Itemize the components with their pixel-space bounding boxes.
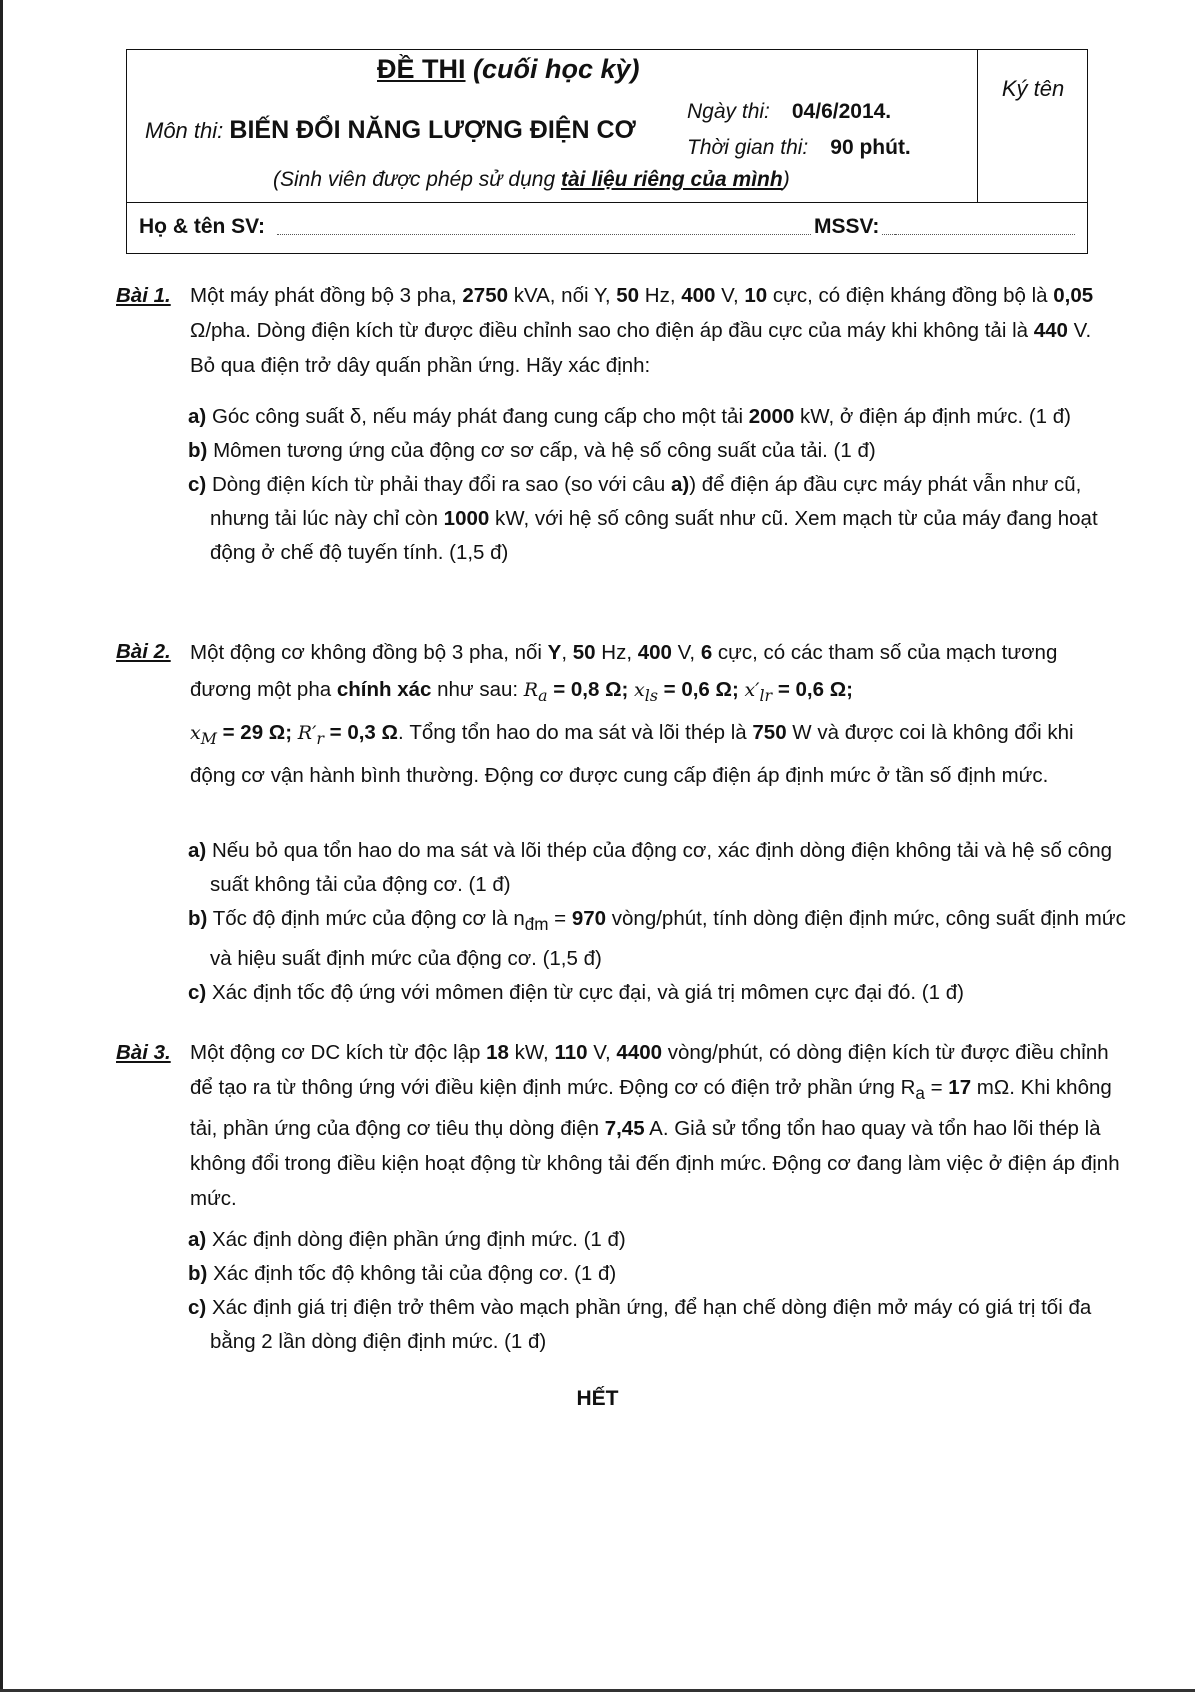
problem-1-question-b: b) Mômen tương ứng của động cơ sơ cấp, và hệ số công suất của tải. (1 đ) (188, 439, 876, 462)
exam-duration (687, 136, 911, 160)
signature-label: Ký tên (1001, 76, 1065, 101)
duration-value: 90 phút. (830, 136, 911, 159)
param-xls: $x_{ls}$ (634, 679, 658, 705)
param-ra: $R_a$ (523, 679, 548, 705)
problem-3-questions (188, 1223, 1128, 1359)
problem-2-question-a: a) Nếu bỏ qua tổn hao do ma sát và lõi thép của động cơ, xác định dòng điện không tải và hệ số công suất không tải của động cơ. (1 đ) (188, 839, 1113, 896)
subject-line (145, 116, 636, 145)
exam-title (377, 54, 640, 85)
problem-3-statement: Một động cơ DC kích từ độc lập 18 kW, 110 V, 4400 vòng/phút, có dòng điện kích từ được điều chỉnh để tạo ra từ thông ứng với điều kiện định mức. Động cơ có điện trở phần ứng $R_a = 17$ mΩ. Khi không tải, phần ứng của động cơ tiêu thụ dòng điện 7,45 A. Giả sử tổng tổn hao quay và tổn hao lõi thép là không đổi trong điều kiện hoạt động từ không tải đến định mức. Động cơ đang làm việc ở điện áp định mức. (190, 1041, 1120, 1211)
exam-header-info (127, 50, 977, 202)
exam-title-sub: (cuối học kỳ) (473, 54, 640, 84)
date-label: Ngày thi: (687, 100, 770, 123)
problem-1-label: Bài 1. (116, 284, 171, 307)
date-value: 04/6/2014. (791, 100, 892, 123)
subject-label: Môn thi: (145, 118, 224, 143)
problem-1-question-a: a) Góc công suất δ, nếu máy phát đang cung cấp cho một tải 2000 kW, ở điện áp định mức. (1 đ) (188, 405, 1072, 428)
signature-cell[interactable] (977, 50, 1088, 202)
problem-1-statement: Một máy phát đồng bộ 3 pha, 2750 kVA, nối Y, 50 Hz, 400 V, 10 cực, có điện kháng đồng bộ là 0,05 Ω/pha. Dòng điện kích từ được điều chỉnh sao cho điện áp đầu cực của máy khi không tải là 440 V. Bỏ qua điện trở dây quấn phần ứng. Hãy xác định: (190, 284, 1094, 377)
exam-header-box (126, 49, 1088, 254)
student-name-label: Họ & tên SV: (139, 215, 266, 238)
end-marker: HẾT (576, 1387, 619, 1410)
problem-2-questions (188, 834, 1128, 1010)
param-rr: $R'_r$ (297, 721, 324, 748)
exam-date (687, 100, 891, 124)
problem-3-question-c: c) Xác định giá trị điện trở thêm vào mạch phần ứng, để hạn chế dòng điện mở máy có giá trị tối đa bằng 2 lần dòng điện định mức. (1 đ) (188, 1296, 1092, 1353)
student-id-field[interactable] (895, 234, 1075, 235)
subject-value: BIẾN ĐỔI NĂNG LƯỢNG ĐIỆN CƠ (229, 116, 636, 144)
materials-note (273, 168, 790, 192)
problem-1-questions (188, 400, 1128, 570)
problem-3-label: Bài 3. (116, 1041, 171, 1064)
param-xlr: $x'_{lr}$ (744, 679, 773, 705)
problem-2-question-c: c) Xác định tốc độ ứng với mômen điện từ cực đại, và giá trị mômen cực đại đó. (1 đ) (188, 981, 964, 1005)
student-id-label: MSSV: (814, 215, 880, 238)
problem-2-label: Bài 2. (116, 640, 171, 663)
problem-2-question-b: b) Tốc độ định mức của động cơ là $n_{đm} = 970$ vòng/phút, tính dòng điện định mức, công suất định mức và hiệu suất định mức của động cơ. (1,5 đ) (188, 907, 1126, 971)
student-info-row (127, 203, 1087, 253)
problem-3-question-b: b) Xác định tốc độ không tải của động cơ. (1 đ) (188, 1262, 617, 1285)
problem-2-statement: Một động cơ không đồng bộ 3 pha, nối Y, 50 Hz, 400 V, 6 cực, có các tham số của mạch tương đương một pha chính xác như sau: $R_a = 0,8$ Ω; $x_{ls} = 0,6$ Ω; $x'_{lr} = 0,6$ Ω; $x_M = 29$ Ω; $R'_r = 0,3$ Ω. Tổng tổn hao do ma sát và lõi thép là 750 W và được coi là không đổi khi động cơ vận hành bình thường. Động cơ được cung cấp điện áp định mức ở tần số định mức. (190, 641, 1074, 787)
materials-note-emphasis: tài liệu riêng của mình (560, 168, 783, 191)
scan-left-edge (0, 0, 3, 1692)
materials-note-suffix: ) (782, 168, 790, 191)
exam-title-main: ĐỀ THI (377, 54, 466, 84)
duration-label: Thời gian thi: (687, 136, 809, 159)
materials-note-prefix: (Sinh viên được phép sử dụng (273, 168, 561, 191)
param-xm: $x_M$ (190, 721, 217, 748)
problem-3-question-a: a) Xác định dòng điện phần ứng định mức. (1 đ) (188, 1228, 626, 1251)
problem-1-question-c: c) Dòng điện kích từ phải thay đổi ra sao (so với câu a)) để điện áp đầu cực máy phát vẫn như cũ, nhưng tải lúc này chỉ còn 1000 kW, với hệ số công suất như cũ. Xem mạch từ của máy đang hoạt động ở chế độ tuyến tính. (1,5 đ) (188, 473, 1098, 564)
